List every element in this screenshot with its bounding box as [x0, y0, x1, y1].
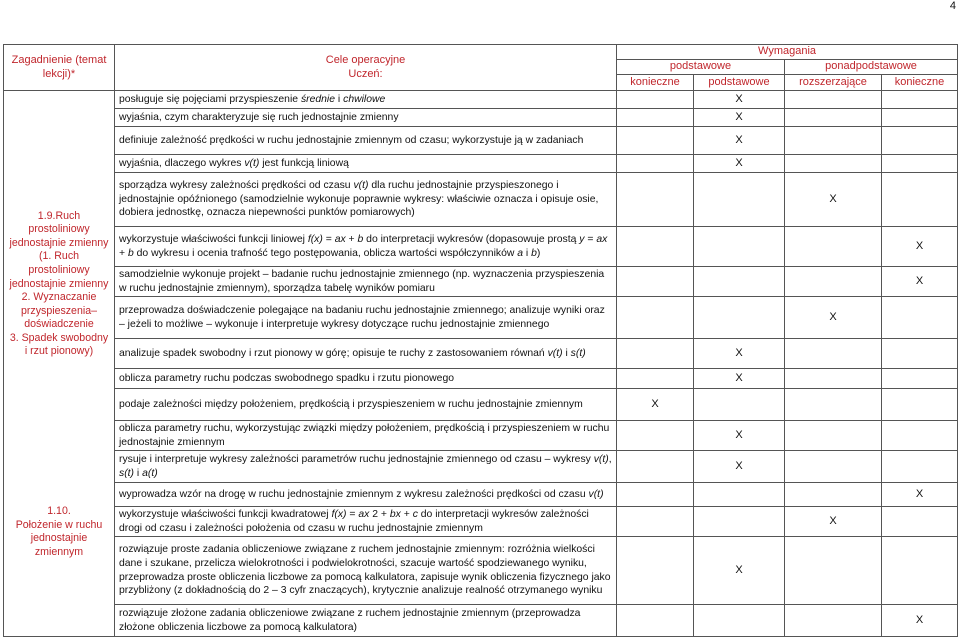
requirement-mark-cell	[694, 173, 785, 227]
requirement-mark-cell	[694, 389, 785, 421]
goal-description: przeprowadza doświadczenie polegające na badaniu ruchu jednostajnie zmiennego; analizuje wyniki oraz – jeżeli to możliwe – wykonuje i interpretuje wykresy dotyczące ruchu jednostajnie zmiennego	[115, 297, 617, 339]
requirement-mark-cell: X	[882, 483, 958, 507]
requirement-mark-cell	[785, 537, 882, 605]
table-row	[4, 339, 958, 369]
basic-header: podstawowe	[617, 60, 785, 75]
topic-number: 1.9.	[37, 209, 56, 222]
requirement-mark-cell	[785, 339, 882, 369]
goal-description: analizuje spadek swobodny i rzut pionowy w górę; opisuje te ruchy z zastosowaniem równań v(t) i s(t)	[115, 339, 617, 369]
requirement-mark-cell	[882, 109, 958, 127]
requirement-mark-cell	[882, 91, 958, 109]
requirement-mark-cell	[617, 173, 694, 227]
goal-description: rozwiązuje złożone zadania obliczeniowe związane z ruchem jednostajnie zmiennym (przeprowadza złożone obliczenia liczbowe za pomocą kalkulatora)	[115, 605, 617, 637]
requirement-mark-cell	[882, 127, 958, 155]
topic-line: 3. Spadek swobodny i rzut pionowy)	[9, 331, 109, 358]
goal-description: wyprowadza wzór na drogę w ruchu jednostajnie zmiennym z wykresu zależności prędkości od czasu v(t)	[115, 483, 617, 507]
requirements-header: Wymagania	[617, 45, 958, 60]
requirement-mark-cell	[617, 91, 694, 109]
requirement-mark-cell: X	[785, 297, 882, 339]
level-header: konieczne	[617, 75, 694, 91]
topic-line: (1. Ruch prostoliniowy jednostajnie zmienny	[9, 250, 109, 290]
topic-column-header: Zagadnienie (temat lekcji)*	[4, 45, 115, 91]
requirement-mark-cell	[882, 451, 958, 483]
requirement-mark-cell: X	[694, 91, 785, 109]
requirement-mark-cell	[617, 297, 694, 339]
goal-description: wykorzystuje właściwości funkcji kwadratowej f(x) = ax 2 + bx + c do interpretacji wykresów zależności drogi od czasu i zależności położenia od czasu w ruchu jednostajnie zmiennym	[115, 507, 617, 537]
requirement-mark-cell	[617, 537, 694, 605]
level-header: podstawowe	[694, 75, 785, 91]
requirement-mark-cell	[694, 297, 785, 339]
requirement-mark-cell: X	[694, 421, 785, 451]
table-row	[4, 389, 958, 421]
table-row	[4, 537, 958, 605]
requirement-mark-cell	[882, 537, 958, 605]
table-row	[4, 173, 958, 227]
goal-description: podaje zależności między położeniem, prędkością i przyspieszeniem w ruchu jednostajnie zmiennym	[115, 389, 617, 421]
requirement-mark-cell	[785, 605, 882, 637]
goal-description: definiuje zależność prędkości w ruchu jednostajnie zmiennym od czasu; wykorzystuje ją w zadaniach	[115, 127, 617, 155]
requirement-mark-cell	[617, 109, 694, 127]
requirement-mark-cell	[617, 421, 694, 451]
requirement-mark-cell: X	[694, 127, 785, 155]
table-row	[4, 91, 958, 109]
goal-description: oblicza parametry ruchu, wykorzystując związki między położeniem, prędkością i przyspieszeniem w ruchu jednostajnie zmiennym	[115, 421, 617, 451]
requirement-mark-cell	[617, 155, 694, 173]
table-row	[4, 155, 958, 173]
requirement-mark-cell	[882, 339, 958, 369]
table-row	[4, 227, 958, 267]
table-row	[4, 421, 958, 451]
requirement-mark-cell	[694, 267, 785, 297]
goal-description: oblicza parametry ruchu podczas swobodnego spadku i rzutu pionowego	[115, 369, 617, 389]
requirement-mark-cell: X	[617, 389, 694, 421]
table-row	[4, 451, 958, 483]
goal-description: sporządza wykresy zależności prędkości od czasu v(t) dla ruchu jednostajnie przyspieszonego i jednostajnie opóźnionego (samodzielnie wykonuje poprawnie wykresy: właściwie oznacza i opisuje osie, dobiera jednostkę, oznacza niepewności punktów pomiarowych)	[115, 173, 617, 227]
requirement-mark-cell	[694, 227, 785, 267]
table-row	[4, 109, 958, 127]
requirement-mark-cell	[882, 155, 958, 173]
requirement-mark-cell	[617, 507, 694, 537]
requirement-mark-cell	[617, 267, 694, 297]
requirement-mark-cell	[882, 297, 958, 339]
goal-description: wyjaśnia, dlaczego wykres v(t) jest funkcją liniową	[115, 155, 617, 173]
topic-number: 1.10.	[47, 505, 71, 518]
requirement-mark-cell: X	[694, 451, 785, 483]
goal-description: rysuje i interpretuje wykresy zależności parametrów ruchu jednostajnie zmiennego od czasu – wykresy v(t), s(t) i a(t)	[115, 451, 617, 483]
requirement-mark-cell	[785, 267, 882, 297]
requirement-mark-cell: X	[694, 369, 785, 389]
requirement-mark-cell	[694, 507, 785, 537]
goal-description: posługuje się pojęciami przyspieszenie średnie i chwilowe	[115, 91, 617, 109]
table-row	[4, 267, 958, 297]
goals-column-header	[115, 45, 617, 91]
requirement-mark-cell: X	[694, 537, 785, 605]
level-header: rozszerzające	[785, 75, 882, 91]
requirement-mark-cell: X	[694, 155, 785, 173]
requirement-mark-cell: X	[882, 605, 958, 637]
requirement-mark-cell	[882, 507, 958, 537]
requirement-mark-cell	[617, 227, 694, 267]
goals-title: Cele operacyjne	[325, 53, 406, 66]
requirement-mark-cell	[785, 109, 882, 127]
table-row	[4, 507, 958, 537]
topic-line: Ruch prostoliniowy jednostajnie zmienny	[9, 209, 109, 249]
requirement-mark-cell	[617, 605, 694, 637]
requirement-mark-cell	[882, 421, 958, 451]
level-header: konieczne	[882, 75, 958, 91]
table-row	[4, 127, 958, 155]
requirement-mark-cell	[785, 369, 882, 389]
table-row	[4, 369, 958, 389]
requirement-mark-cell	[882, 173, 958, 227]
topic-cell	[4, 91, 115, 637]
requirement-mark-cell	[617, 483, 694, 507]
requirement-mark-cell	[882, 369, 958, 389]
requirement-mark-cell	[694, 483, 785, 507]
goal-description: samodzielnie wykonuje projekt – badanie ruchu jednostajnie zmiennego (np. wyznaczenia przyspieszenia w ruchu jednostajnie zmiennym), sporządza tabelę wyników pomiaru	[115, 267, 617, 297]
requirement-mark-cell	[785, 155, 882, 173]
goals-subtitle: Uczeń:	[348, 67, 383, 80]
requirement-mark-cell	[785, 91, 882, 109]
requirement-mark-cell	[617, 127, 694, 155]
goal-description: wyjaśnia, czym charakteryzuje się ruch jednostajnie zmienny	[115, 109, 617, 127]
requirement-mark-cell: X	[694, 339, 785, 369]
requirement-mark-cell	[617, 339, 694, 369]
topic-line: 2. Wyznaczanie przyspieszenia– doświadczenie	[21, 291, 97, 331]
table-row	[4, 605, 958, 637]
requirement-mark-cell: X	[694, 109, 785, 127]
table-row	[4, 483, 958, 507]
requirement-mark-cell: X	[882, 227, 958, 267]
requirement-mark-cell	[785, 483, 882, 507]
goal-description: rozwiązuje proste zadania obliczeniowe związane z ruchem jednostajnie zmiennym: rozróżnia wielkości dane i szukane, przelicza wielokrotności i podwielokrotności, szacuje wartość spodziewanego wyniku, przeprowadza proste obliczenia liczbowe za pomocą kalkulatora, zapisuje wynik obliczenia fizycznego jako przybliżony (z dokładnością do 2 – 3 cyfr znaczących), krytycznie analizuje realność otrzymanego wyniku	[115, 537, 617, 605]
requirement-mark-cell	[882, 389, 958, 421]
topic-title: Położenie w ruchu jednostajnie zmiennym	[15, 518, 103, 558]
page-number: 4	[949, 0, 956, 12]
requirement-mark-cell	[785, 127, 882, 155]
requirement-mark-cell	[785, 227, 882, 267]
requirements-table	[3, 44, 958, 637]
table-row	[4, 297, 958, 339]
requirement-mark-cell	[617, 451, 694, 483]
requirement-mark-cell: X	[785, 507, 882, 537]
requirement-mark-cell	[694, 605, 785, 637]
requirement-mark-cell: X	[882, 267, 958, 297]
requirement-mark-cell	[785, 451, 882, 483]
requirement-mark-cell	[785, 389, 882, 421]
requirement-mark-cell	[785, 421, 882, 451]
requirement-mark-cell	[617, 369, 694, 389]
goal-description: wykorzystuje właściwości funkcji liniowej f(x) = ax + b do interpretacji wykresów (dopasowuje prostą y = ax + b do wykresu i ocenia trafność tego postępowania, oblicza wartości współczynników a i b)	[115, 227, 617, 267]
requirement-mark-cell: X	[785, 173, 882, 227]
advanced-header: ponadpodstawowe	[785, 60, 958, 75]
